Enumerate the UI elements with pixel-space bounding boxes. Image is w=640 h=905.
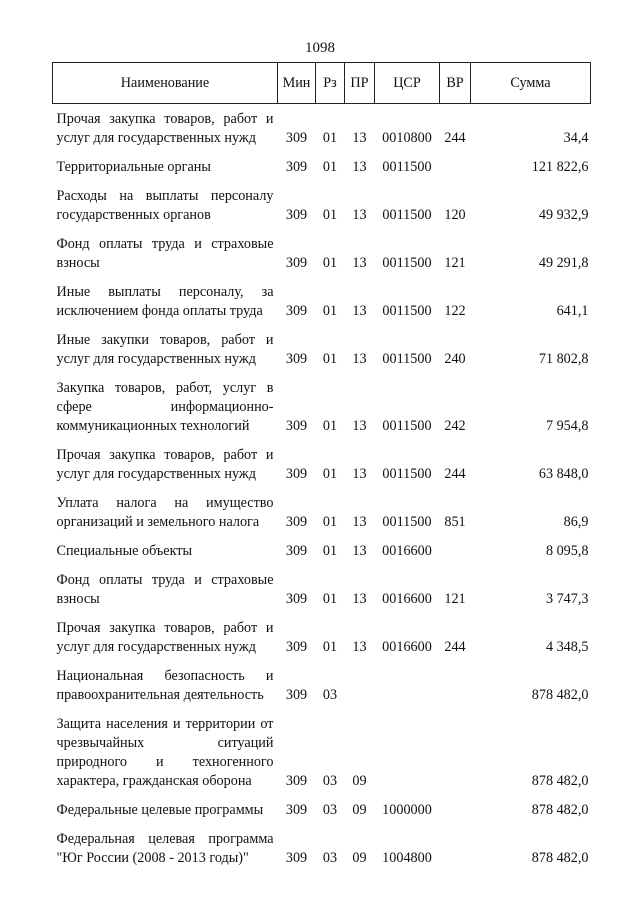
cell-min: 309 [285,773,308,789]
cell-name: Территориальные органы [56,159,211,175]
cell-name: Национальная безопасность и правоохранительная деятельность [56,668,274,703]
cell-vr [440,825,471,873]
cell-csr [375,662,440,710]
cell-vr: 121 [444,255,466,271]
cell-csr [375,710,440,796]
table-row [53,662,591,710]
cell-min: 309 [285,466,308,482]
cell-csr: 0011500 [382,303,432,319]
cell-pr: 13 [352,514,367,530]
cell-min: 309 [285,802,308,818]
budget-table [52,62,591,873]
header-vr: ВР [440,63,471,104]
cell-name: Фонд оплаты труда и страховые взносы [56,572,274,607]
cell-sum: 86,9 [563,514,589,530]
table-row [53,153,591,182]
cell-rz: 01 [322,466,338,482]
cell-min: 309 [285,591,308,607]
cell-vr: 244 [444,466,466,482]
cell-pr: 09 [352,850,367,866]
cell-min: 309 [285,639,308,655]
cell-rz: 03 [322,773,338,789]
cell-vr: 244 [444,130,466,146]
cell-sum: 34,4 [563,130,589,146]
cell-csr: 0010800 [382,130,432,146]
table-row [53,374,591,441]
table-row [53,537,591,566]
cell-sum: 878 482,0 [531,687,589,703]
cell-rz: 01 [322,418,338,434]
cell-rz: 01 [322,255,338,271]
header-pr: ПР [345,63,375,104]
cell-pr: 13 [352,466,367,482]
cell-csr: 0011500 [382,207,432,223]
cell-rz: 01 [322,159,338,175]
cell-name: Иные закупки товаров, работ и услуг для государственных нужд [56,332,274,367]
cell-min: 309 [285,514,308,530]
cell-min: 309 [285,543,308,559]
cell-vr: 240 [444,351,466,367]
cell-vr: 851 [444,514,466,530]
cell-pr: 13 [352,351,367,367]
table-row [53,796,591,825]
cell-name: Закупка товаров, работ, услуг в сфере информационно-коммуникационных технологий [56,380,274,434]
cell-min: 309 [285,303,308,319]
cell-vr: 242 [444,418,466,434]
cell-pr: 13 [352,130,367,146]
table-row [53,566,591,614]
cell-min: 309 [285,351,308,367]
cell-vr: 122 [444,303,466,319]
cell-csr: 0016600 [382,591,432,607]
table-row [53,825,591,873]
table-row [53,278,591,326]
cell-csr: 0011500 [382,351,432,367]
cell-rz: 01 [322,207,338,223]
cell-vr [440,153,471,182]
cell-rz: 01 [322,303,338,319]
cell-min: 309 [285,159,308,175]
table-row [53,230,591,278]
cell-min: 309 [285,207,308,223]
cell-name: Специальные объекты [56,543,193,559]
table-row [53,182,591,230]
cell-name: Защита населения и территории от чрезвычайных ситуаций природного и техногенного характера, гражданская оборона [56,716,274,789]
cell-csr: 0011500 [382,466,432,482]
cell-sum: 878 482,0 [531,802,589,818]
cell-rz: 01 [322,543,338,559]
cell-min: 309 [285,418,308,434]
cell-pr: 13 [352,639,367,655]
cell-min: 309 [285,687,308,703]
header-sum: Сумма [471,63,591,104]
cell-min: 309 [285,255,308,271]
cell-pr: 13 [352,159,367,175]
cell-sum: 3 747,3 [545,591,589,607]
cell-rz: 03 [322,687,338,703]
header-rz: Рз [316,63,345,104]
cell-pr: 13 [352,255,367,271]
page-number: 1098 [305,40,335,56]
cell-sum: 71 802,8 [538,351,589,367]
cell-name: Прочая закупка товаров, работ и услуг для государственных нужд [56,620,274,655]
cell-pr: 13 [352,591,367,607]
table-row [53,489,591,537]
cell-csr: 0011500 [382,159,432,175]
cell-pr: 13 [352,418,367,434]
cell-sum: 4 348,5 [545,639,589,655]
cell-sum: 878 482,0 [531,850,589,866]
cell-name: Федеральная целевая программа "Юг России (2008 - 2013 годы)" [56,831,274,866]
cell-csr: 0011500 [382,514,432,530]
cell-pr: 13 [352,543,367,559]
cell-csr: 0011500 [382,418,432,434]
cell-csr: 0011500 [382,255,432,271]
cell-rz: 01 [322,351,338,367]
cell-sum: 63 848,0 [538,466,589,482]
cell-name: Расходы на выплаты персоналу государственных органов [56,188,274,223]
cell-rz: 01 [322,591,338,607]
cell-rz: 03 [322,802,338,818]
cell-name: Фонд оплаты труда и страховые взносы [56,236,274,271]
cell-vr: 120 [444,207,466,223]
cell-sum: 641,1 [556,303,589,319]
cell-min: 309 [285,130,308,146]
cell-pr: 09 [352,802,367,818]
table-row [53,710,591,796]
cell-sum: 121 822,6 [531,159,589,175]
header-name: Наименование [53,63,278,104]
table-row [53,326,591,374]
cell-name: Федеральные целевые программы [56,802,264,818]
cell-vr: 121 [444,591,466,607]
cell-rz: 01 [322,639,338,655]
cell-sum: 49 291,8 [538,255,589,271]
cell-sum: 7 954,8 [545,418,589,434]
cell-pr: 13 [352,207,367,223]
cell-vr [440,537,471,566]
cell-pr: 13 [352,303,367,319]
cell-name: Иные выплаты персоналу, за исключением фонда оплаты труда [56,284,274,319]
header-min: Мин [278,63,316,104]
cell-min: 309 [285,850,308,866]
cell-name: Прочая закупка товаров, работ и услуг для государственных нужд [56,447,274,482]
cell-name: Прочая закупка товаров, работ и услуг для государственных нужд [56,111,274,146]
cell-csr: 1004800 [382,850,432,866]
cell-vr: 244 [444,639,466,655]
cell-csr: 0016600 [382,543,432,559]
cell-vr [440,662,471,710]
table-row [53,441,591,489]
cell-sum: 8 095,8 [545,543,589,559]
cell-rz: 03 [322,850,338,866]
cell-sum: 878 482,0 [531,773,589,789]
header-csr: ЦСР [375,63,440,104]
cell-sum: 49 932,9 [538,207,589,223]
cell-vr [440,796,471,825]
table-row [53,614,591,662]
cell-name: Уплата налога на имущество организаций и земельного налога [56,495,274,530]
table-row [53,104,591,154]
cell-csr: 1000000 [382,802,432,818]
cell-pr [345,662,375,710]
cell-pr: 09 [352,773,367,789]
cell-vr [440,710,471,796]
cell-csr: 0016600 [382,639,432,655]
cell-rz: 01 [322,514,338,530]
header-row [53,63,591,104]
cell-rz: 01 [322,130,338,146]
